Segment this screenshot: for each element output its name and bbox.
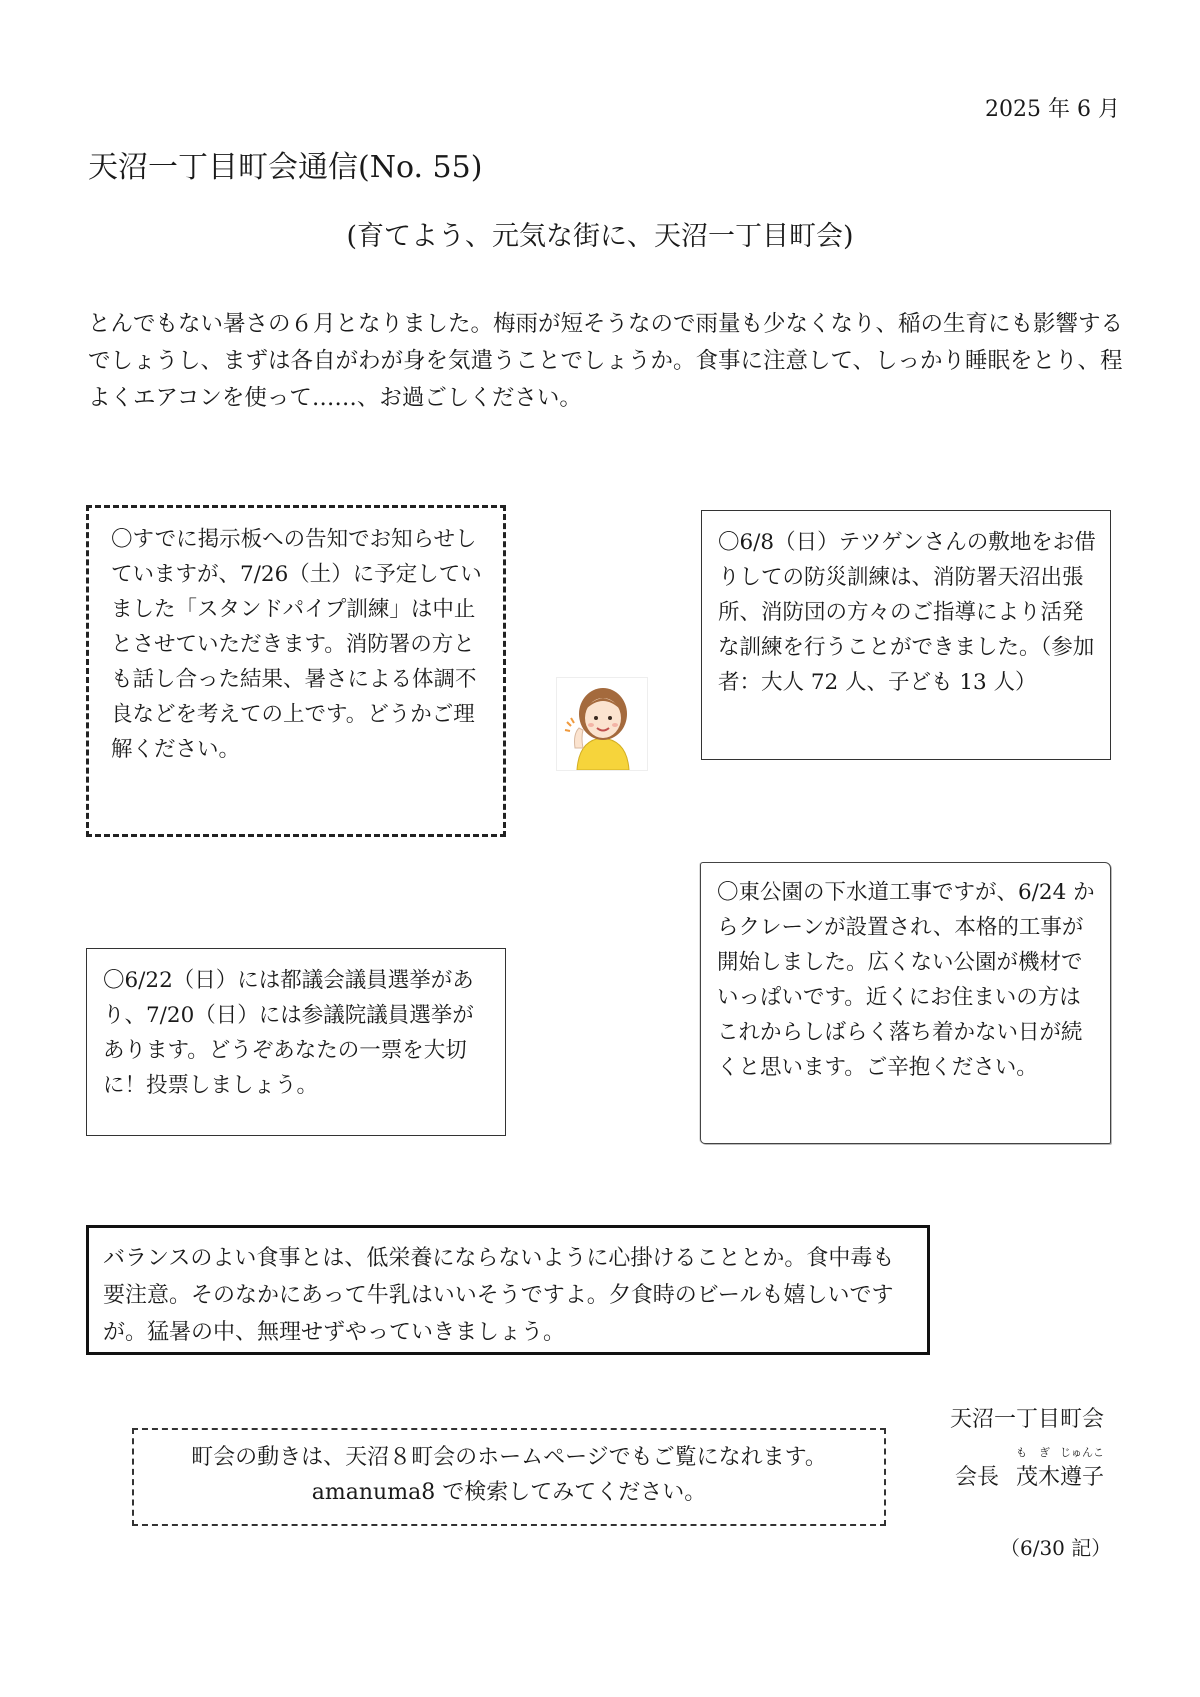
intro-paragraph: とんでもない暑さの６月となりました。梅雨が短そうなので雨量も少なくなり、稲の生育にも影響するでしょうし、まずは各自がわが身を気遣うことでしょうか。食事に注意して、しっかり睡眠をとり、程よくエアコンを使って……、お過ごしください。 bbox=[88, 311, 1124, 411]
homepage-notice-line1: 町会の動きは、天沼８町会のホームページでもご覧になれます。 bbox=[191, 1445, 827, 1470]
notice-disaster-drill-report: 〇6/8（日）テツゲンさんの敷地をお借りしての防災訓練は、消防署天沼出張所、消防団の方々のご指導により活発な訓練を行うことができました。（参加者：大人 72 人、子ども 13 人） bbox=[701, 510, 1111, 760]
homepage-notice-line2: amanuma8 で検索してみてください。 bbox=[311, 1480, 707, 1505]
written-date: （6/30 記） bbox=[1000, 1536, 1112, 1560]
signature-role: 会長 bbox=[955, 1465, 1000, 1490]
name-furigana bbox=[1016, 1444, 1104, 1460]
issue-date: 2025 年 6 月 bbox=[985, 97, 1120, 122]
furigana-mo: も bbox=[1016, 1446, 1028, 1459]
newsletter-title: 天沼一丁目町会通信(No. 55) bbox=[88, 150, 483, 185]
notice-cancel-standpipe-training: 〇すでに掲示板への告知でお知らせしていますが、7/26（土）に予定していました「スタンドパイプ訓練」は中止とさせていただきます。消防署の方とも話し合った結果、暑さによる体調不良などを考えての上です。どうかご理解ください。 bbox=[86, 505, 506, 837]
furigana-gi: ぎ bbox=[1039, 1446, 1051, 1459]
signature-organization: 天沼一丁目町会 bbox=[950, 1407, 1105, 1432]
woman-pointing-illustration bbox=[556, 677, 648, 771]
notice-balanced-diet: バランスのよい食事とは、低栄養にならないように心掛けることとか。食中毒も要注意。そのなかにあって牛乳はいいそうですよ。夕食時のビールも嬉しいですが。猛暑の中、無理せずやっていきましょう。 bbox=[86, 1225, 930, 1355]
signature-president bbox=[955, 1446, 1105, 1491]
notice-east-park-construction: 〇東公園の下水道工事ですが、6/24 からクレーンが設置され、本格的工事が開始しました。広くない公園が機材でいっぱいです。近くにお住まいの方はこれからしばらく落ち着かない日が続くと思います。ご辛抱ください。 bbox=[700, 862, 1111, 1144]
notice-elections: 〇6/22（日）には都議会議員選挙があり、7/20（日）には参議院議員選挙があります。どうぞあなたの一票を大切に！投票しましょう。 bbox=[86, 948, 506, 1136]
furigana-junko: じゅんこ bbox=[1060, 1446, 1105, 1459]
newsletter-slogan: (育てよう、元気な街に、天沼一丁目町会) bbox=[346, 221, 854, 252]
signature-name: 茂木遵子 bbox=[1016, 1465, 1105, 1490]
woman-pointing-icon bbox=[557, 678, 647, 770]
homepage-notice bbox=[132, 1428, 886, 1526]
